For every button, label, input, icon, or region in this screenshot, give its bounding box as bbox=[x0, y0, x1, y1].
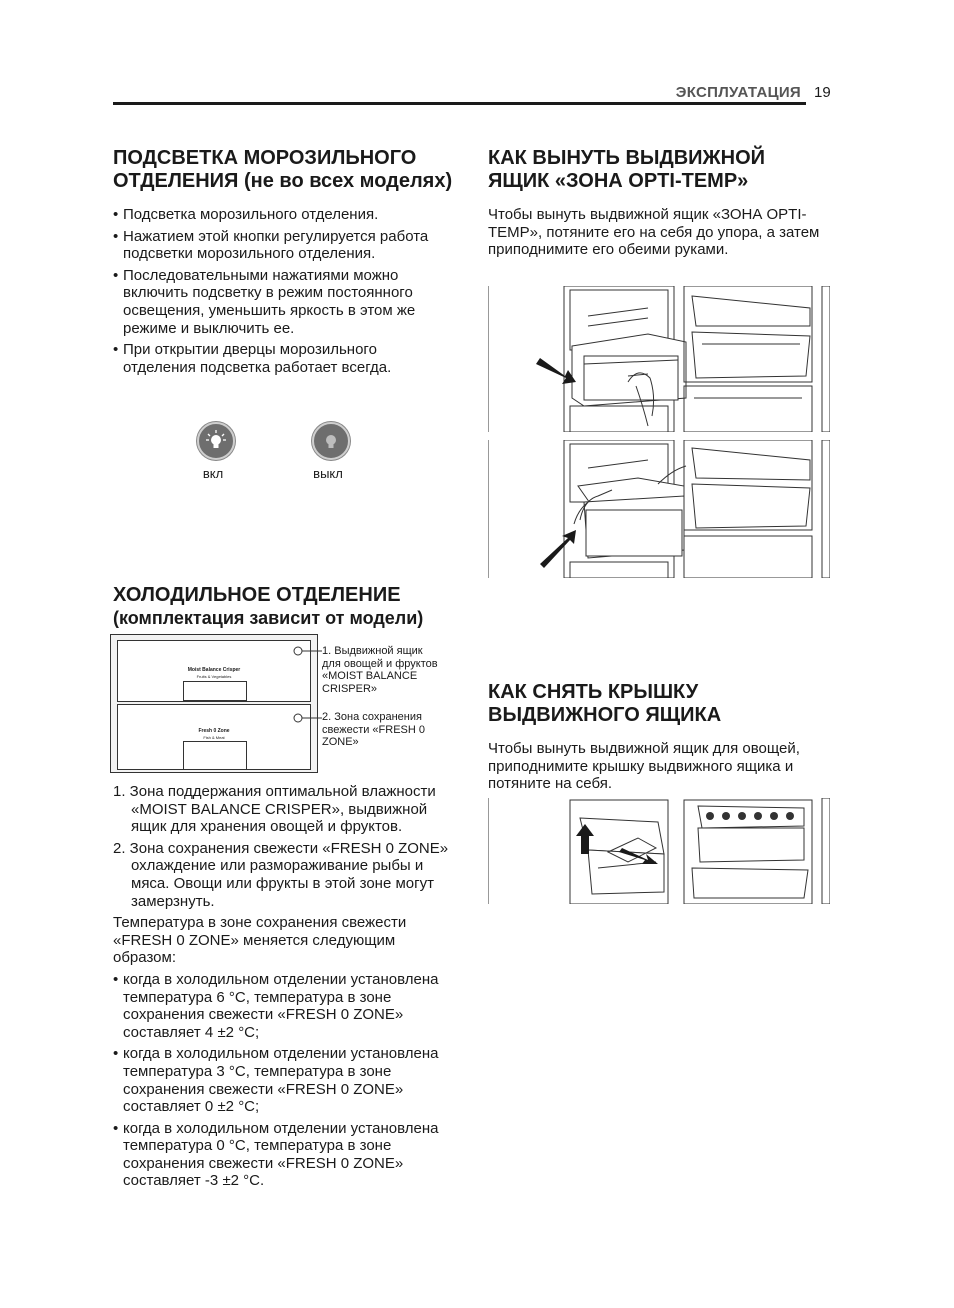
cover-text: Чтобы вынуть выдвижной ящик для овощей, приподнимите крышку выдвижного ящика и потяните на себя. bbox=[488, 740, 800, 793]
list-item: 2. Зона сохранения свежести «FRESH 0 ZONE» охлаждение или размораживание рыбы и мяса. Овощи или фрукты в этой зоне могут замерзнуть. bbox=[113, 839, 449, 910]
crisper-sublabel: Fruits & Vegetables bbox=[196, 674, 232, 679]
light-off-label: выкл bbox=[313, 466, 343, 481]
list-item: • Последовательными нажатиями можно включить подсветку в режим постоянного освещения, уменьшить яркость в этом же режиме и выключить ее. bbox=[113, 267, 453, 337]
fridge-items bbox=[113, 783, 461, 910]
opti-temp-title: КАК ВЫНУТЬ ВЫДВИЖНОЙ ЯЩИК «ЗОНА OPTI-TEMP» bbox=[488, 147, 766, 192]
freezer-light-section bbox=[113, 147, 453, 380]
temp-bullets bbox=[113, 971, 461, 1190]
fridge-section bbox=[113, 584, 473, 629]
fridge-subtitle: (комплектация зависит от модели) bbox=[113, 608, 424, 628]
ice-tray-pattern bbox=[706, 812, 794, 820]
freezer-light-bullets bbox=[113, 206, 453, 376]
list-item: • Подсветка морозильного отделения. bbox=[113, 206, 453, 224]
opti-temp-illustration-1 bbox=[488, 286, 830, 432]
cover-illustration bbox=[488, 798, 830, 904]
cover-title: КАК СНЯТЬ КРЫШКУ ВЫДВИЖНОГО ЯЩИКА bbox=[488, 681, 722, 726]
drawer-diagram bbox=[110, 634, 318, 773]
light-on-button[interactable] bbox=[197, 422, 235, 460]
section-title: ЭКСПЛУАТАЦИЯ bbox=[675, 84, 801, 101]
fresh-zone-label: Fresh 0 Zone bbox=[198, 728, 230, 734]
list-item: • когда в холодильном отделении установлена температура 0 °C, температура в зоне сохранения свежести «FRESH 0 ZONE» составляет -3 ±2 °C. bbox=[113, 1120, 461, 1190]
opti-temp-illustration-2 bbox=[488, 440, 830, 578]
cover-section bbox=[488, 681, 828, 793]
fresh-zone-handle bbox=[183, 741, 247, 769]
freezer-light-title: ПОДСВЕТКА МОРОЗИЛЬНОГО ОТДЕЛЕНИЯ (не во всех моделях) bbox=[113, 147, 453, 192]
fresh-zone-sublabel: Fish & Meat bbox=[203, 735, 225, 740]
opti-temp-section bbox=[488, 147, 828, 259]
list-item: • когда в холодильном отделении установлена температура 6 °C, температура в зоне сохранения свежести «FRESH 0 ZONE» составляет 4 ±2 °C; bbox=[113, 971, 461, 1041]
crisper-drawer bbox=[117, 640, 311, 702]
light-off-button[interactable] bbox=[312, 422, 350, 460]
fridge-title: ХОЛОДИЛЬНОЕ ОТДЕЛЕНИЕ bbox=[113, 584, 401, 606]
list-item: • Нажатием этой кнопки регулируется работа подсветки морозильного отделения. bbox=[113, 228, 453, 263]
crisper-handle bbox=[183, 681, 247, 701]
opti-temp-text: Чтобы вынуть выдвижной ящик «ЗОНА OPTI-TEMP», потяните его на себя до упора, а затем приподнимите его обеими руками. bbox=[488, 206, 820, 259]
page-number: 19 bbox=[814, 84, 831, 101]
fresh-zone-drawer bbox=[117, 704, 311, 770]
list-item: • когда в холодильном отделении установлена температура 3 °C, температура в зоне сохранения свежести «FRESH 0 ZONE» составляет 0 ±2 °C; bbox=[113, 1045, 461, 1115]
header-rule bbox=[113, 102, 806, 105]
bulb-on-icon bbox=[205, 429, 227, 453]
temp-intro: Температура в зоне сохранения свежести «FRESH 0 ZONE» меняется следующим образом: bbox=[113, 914, 407, 967]
arrow-up-icon bbox=[576, 824, 594, 854]
light-on-label: вкл bbox=[202, 466, 224, 481]
list-item: • При открытии дверцы морозильного отделения подсветка работает всегда. bbox=[113, 341, 453, 376]
fridge-text bbox=[113, 783, 461, 1194]
callout-crisper: 1. Выдвижной ящик для овощей и фруктов «MOIST BALANCE CRISPER» bbox=[322, 645, 438, 695]
crisper-label: Moist Balance Crisper bbox=[187, 667, 241, 673]
list-item: 1. Зона поддержания оптимальной влажности «MOIST BALANCE CRISPER», выдвижной ящик для хранения овощей и фруктов. bbox=[113, 783, 436, 836]
bulb-off-icon bbox=[320, 429, 342, 453]
arrow-right-icon bbox=[536, 358, 576, 384]
callout-fresh-zone: 2. Зона сохранения свежести «FRESH 0 ZONE» bbox=[322, 711, 426, 748]
